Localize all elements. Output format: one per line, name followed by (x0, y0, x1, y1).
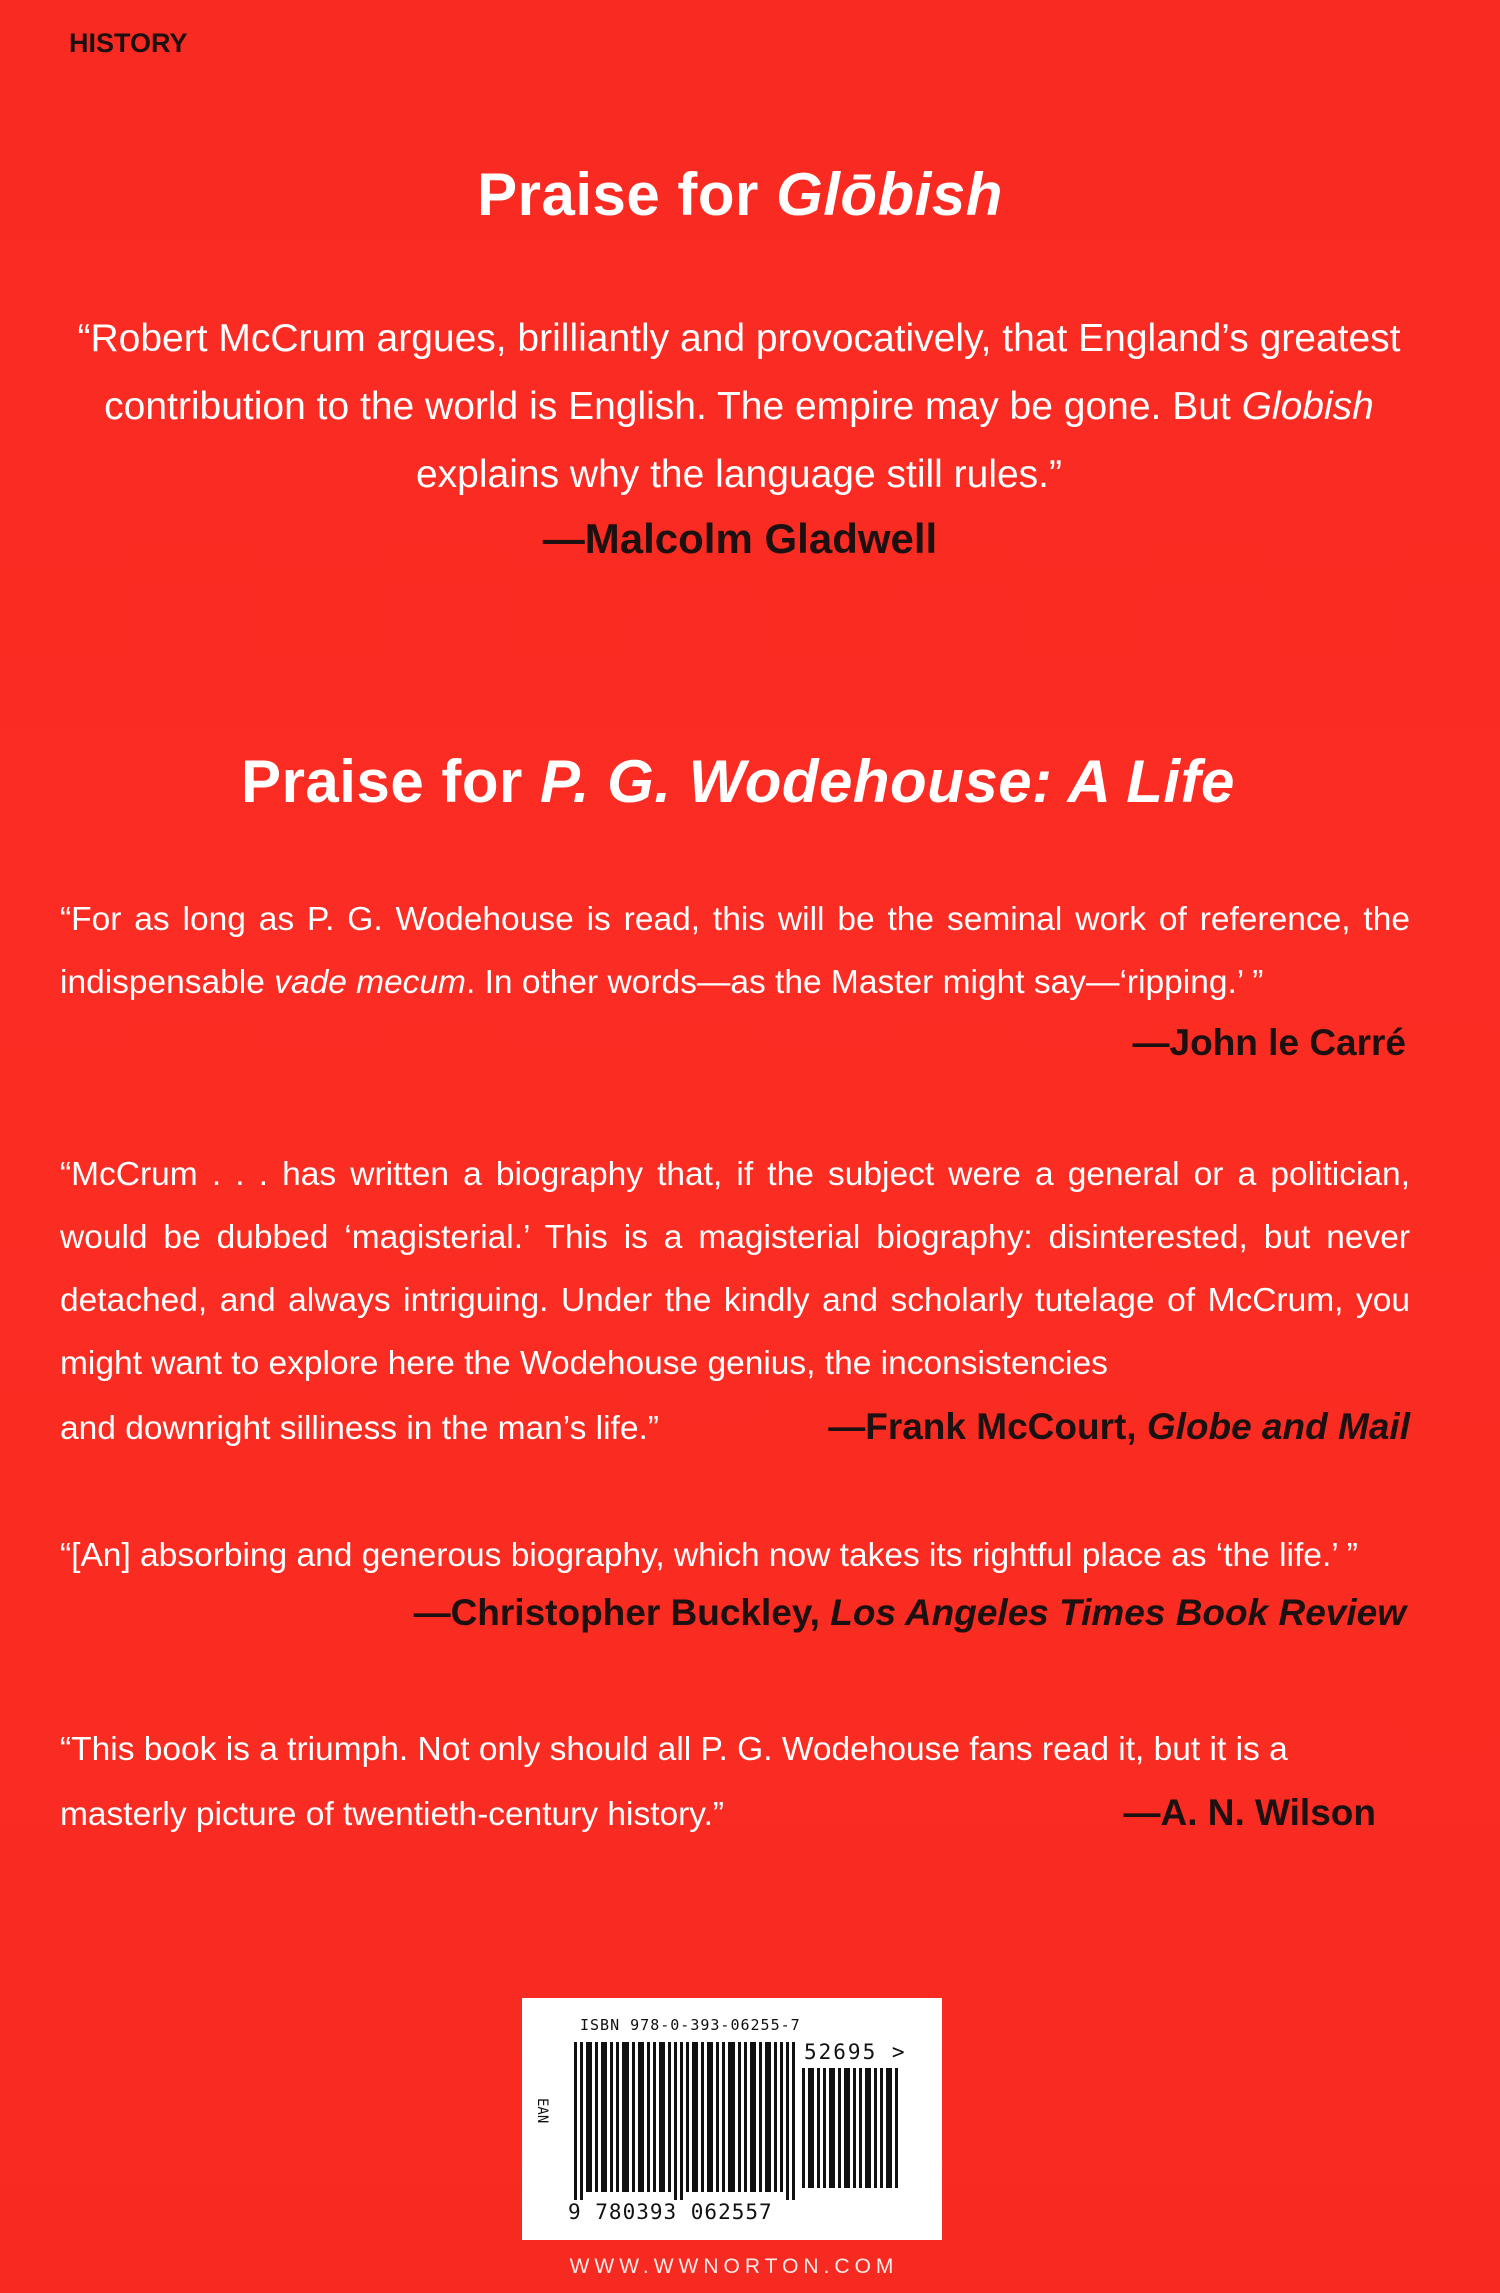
isbn-barcode-box (522, 1998, 942, 2240)
price-code-number: 52695 (804, 2040, 878, 2064)
globish-quote-text-1: “Robert McCrum argues, brilliantly and provocatively, that England’s greatest contribution to the world is English. The empire may be gone. But (77, 317, 1401, 428)
attribution-mccourt-name: —Frank McCourt, (828, 1406, 1147, 1447)
quote-mccourt-last-text: and downright silliness in the man’s life.” (60, 1410, 659, 1447)
quote-mccourt-last-line (60, 1395, 1410, 1460)
quote-le-carre-text-1: “For as long as P. G. Wodehouse is read, this will be the seminal work of reference, the indispensable (60, 901, 1410, 1001)
globish-quote-text-2: explains why the language still rules.” (415, 453, 1062, 496)
price-code (804, 2040, 907, 2064)
wodehouse-heading-title: P. G. Wodehouse: A Life (540, 748, 1235, 815)
globish-quote (60, 305, 1418, 509)
attribution-mccourt-source: Globe and Mail (1146, 1406, 1410, 1447)
quote-wilson-last-line (60, 1781, 1410, 1846)
globish-attribution: —Malcolm Gladwell (542, 515, 938, 562)
quote-mccourt-text: “McCrum . . . has written a biography that, if the subject were a general or a politician, would be dubbed ‘magisterial.’ This is a magisterial biography: disinterested, but never detached, and always intriguing. Under the kindly and scholarly tutelage of McCrum, you might want to explore here the Wodehouse genius, the inconsistencies (60, 1156, 1410, 1382)
barcode-bars (574, 2042, 800, 2200)
quote-wilson-text: “This book is a triumph. Not only should all P. G. Wodehouse fans read it, but it is a (60, 1731, 1288, 1768)
attribution-buckley-source: Los Angeles Times Book Review (830, 1592, 1406, 1633)
publisher-website: WWW.WWNORTON.COM (569, 2255, 899, 2278)
quote-mccourt (60, 1143, 1410, 1460)
quote-le-carre (60, 888, 1410, 1014)
wodehouse-praise-heading (0, 747, 1488, 816)
quote-le-carre-italic: vade mecum (274, 964, 466, 1001)
isbn-label: ISBN 978-0-393-06255-7 (580, 2016, 801, 2034)
wodehouse-heading-prefix: Praise for (241, 748, 541, 815)
quote-wilson (60, 1718, 1410, 1846)
quote-le-carre-text-2: . In other words—as the Master might say—‘ripping.’ ” (465, 964, 1264, 1001)
attribution-le-carre: —John le Carré (1132, 1022, 1406, 1063)
globish-heading-prefix: Praise for (477, 161, 777, 228)
globish-praise-heading (0, 160, 1490, 229)
attribution-buckley (414, 1592, 1406, 1634)
category-label: HISTORY (69, 28, 188, 58)
quote-buckley: “[An] absorbing and generous biography, which now takes its rightful place as ‘the life.’ ” (60, 1537, 1358, 1574)
price-barcode-bars (802, 2068, 902, 2188)
attribution-wilson: —A. N. Wilson (1123, 1792, 1376, 1833)
globish-heading-title: Glōbish (776, 161, 1003, 228)
attribution-buckley-name: —Christopher Buckley, (413, 1592, 831, 1633)
price-arrow: > (891, 2040, 907, 2064)
globish-quote-italic: Globish (1241, 385, 1374, 428)
ean-label: EAN (534, 2098, 550, 2124)
barcode-number: 9 780393 062557 (568, 2200, 773, 2224)
quote-wilson-last-text: masterly picture of twentieth-century history.” (60, 1796, 725, 1833)
attribution-mccourt (828, 1395, 1410, 1458)
